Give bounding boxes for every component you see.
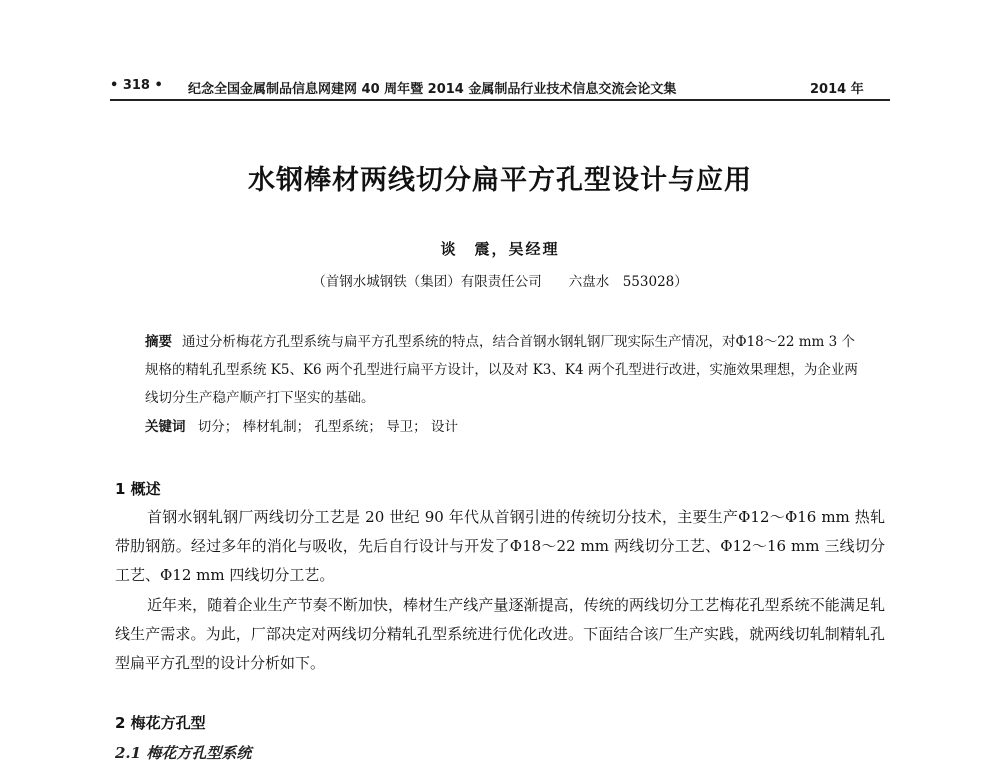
authors: 谈 震，吴经理	[440, 240, 560, 258]
paper-title: 水钢棒材两线切分扁平方孔型设计与应用	[248, 165, 752, 196]
section-1-heading: 1 概述	[115, 480, 161, 498]
section-2-heading: 2 梅花方孔型	[115, 714, 206, 732]
paragraph: 近年来，随着企业生产节奏不断加快，棒材生产线产量逐渐提高，传统的两线切分工艺梅花孔型系统不能满足轧线生产需求。为此，厂部决定对两线切分精轧孔型系统进行优化改进。下面结合该厂生产实践，就两线切轧制精轧孔型扁平方孔型的设计分析如下。	[115, 596, 885, 672]
keyword: 棒材轧制；	[242, 419, 311, 435]
keywords-label: 关键词	[145, 419, 186, 435]
journal-title: 纪念全国金属制品信息网建网 40 周年暨 2014 金属制品行业技术信息交流会论文集	[188, 82, 677, 97]
keyword: 设计	[430, 419, 458, 435]
running-header	[110, 78, 890, 100]
paragraph: 首钢水钢轧钢厂两线切分工艺是 20 世纪 90 年代从首钢引进的传统切分技术，主要生产Φ12～Φ16 mm 热轧带肋钢筋。经过多年的消化与吸收，先后自行设计与开发了Φ18～22 mm 两线切分工艺、Φ12～16 mm 三线切分工艺、Φ12 mm 四线切分工艺。	[115, 508, 885, 584]
keyword: 切分；	[197, 419, 239, 435]
keywords	[145, 413, 863, 441]
header-rule	[110, 99, 890, 101]
keyword: 孔型系统；	[314, 419, 382, 435]
page-number: • 318 •	[110, 78, 163, 93]
keyword: 导卫；	[386, 419, 427, 435]
subsection-2-1-heading: 2.1 梅花方孔型系统	[115, 744, 252, 762]
abstract-text: 通过分析梅花方孔型系统与扁平方孔型系统的特点，结合首钢水钢轧钢厂现实际生产情况，对Φ18～22 mm 3 个规格的精轧孔型系统 K5、K6 两个孔型进行扁平方设计，以及对 K3、K4 两个孔型进行改进，实施效果理想，为企业两线切分生产稳产顺产打下坚实的基础。	[145, 334, 858, 406]
publication-year: 2014 年	[810, 82, 864, 97]
abstract	[145, 328, 863, 412]
affiliation: （首钢水城钢铁（集团）有限责任公司 六盘水 553028）	[312, 274, 688, 290]
abstract-label: 摘要	[145, 334, 172, 350]
